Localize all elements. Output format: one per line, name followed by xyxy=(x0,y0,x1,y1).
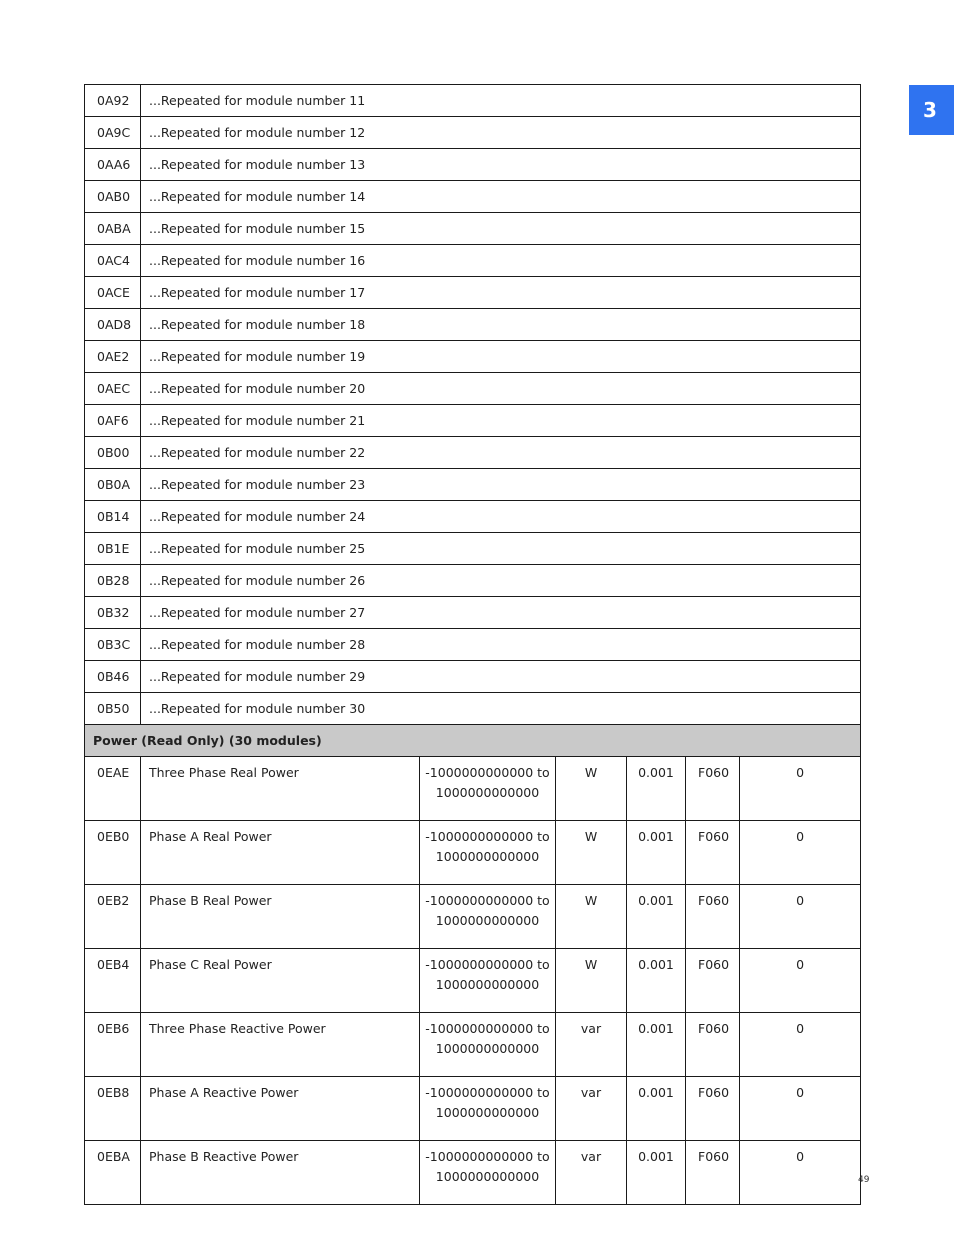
table-row xyxy=(85,85,861,117)
register-format: F060 xyxy=(686,757,740,821)
range-to: 1000000000000 xyxy=(435,849,540,864)
register-address: 0ABA xyxy=(85,213,141,245)
register-range xyxy=(420,821,556,885)
register-units: W xyxy=(556,757,627,821)
table-row xyxy=(85,1141,861,1205)
register-step: 0.001 xyxy=(627,757,686,821)
register-address: 0B46 xyxy=(85,661,141,693)
register-address: 0B3C xyxy=(85,629,141,661)
register-description: ...Repeated for module number 26 xyxy=(141,565,861,597)
register-step: 0.001 xyxy=(627,1141,686,1205)
register-description: Phase A Reactive Power xyxy=(141,1077,420,1141)
register-description: Phase A Real Power xyxy=(141,821,420,885)
register-address: 0AB0 xyxy=(85,181,141,213)
register-address: 0B1E xyxy=(85,533,141,565)
register-address: 0EB0 xyxy=(85,821,141,885)
range-to: 1000000000000 xyxy=(435,977,540,992)
register-range xyxy=(420,885,556,949)
register-description: ...Repeated for module number 19 xyxy=(141,341,861,373)
register-description: ...Repeated for module number 25 xyxy=(141,533,861,565)
table-row xyxy=(85,245,861,277)
register-default: 0 xyxy=(740,757,861,821)
chapter-tab: 3 xyxy=(909,85,954,135)
register-description: ...Repeated for module number 29 xyxy=(141,661,861,693)
table-row xyxy=(85,373,861,405)
register-range xyxy=(420,1141,556,1205)
register-description: ...Repeated for module number 24 xyxy=(141,501,861,533)
register-range xyxy=(420,1013,556,1077)
register-description: ...Repeated for module number 13 xyxy=(141,149,861,181)
register-address: 0B14 xyxy=(85,501,141,533)
register-units: W xyxy=(556,821,627,885)
range-to: 1000000000000 xyxy=(435,913,540,928)
register-description: ...Repeated for module number 11 xyxy=(141,85,861,117)
register-address: 0EB2 xyxy=(85,885,141,949)
register-step: 0.001 xyxy=(627,949,686,1013)
register-address: 0EBA xyxy=(85,1141,141,1205)
register-description: ...Repeated for module number 20 xyxy=(141,373,861,405)
register-default: 0 xyxy=(740,949,861,1013)
table-row xyxy=(85,949,861,1013)
register-address: 0B0A xyxy=(85,469,141,501)
register-default: 0 xyxy=(740,1013,861,1077)
range-to: 1000000000000 xyxy=(435,785,540,800)
register-description: ...Repeated for module number 15 xyxy=(141,213,861,245)
register-address: 0EB8 xyxy=(85,1077,141,1141)
register-range xyxy=(420,757,556,821)
range-to: 1000000000000 xyxy=(435,1041,540,1056)
register-address: 0AF6 xyxy=(85,405,141,437)
register-description: Phase B Real Power xyxy=(141,885,420,949)
register-description: ...Repeated for module number 22 xyxy=(141,437,861,469)
range-from: -1000000000000 to xyxy=(425,1085,550,1100)
range-from: -1000000000000 to xyxy=(425,957,550,972)
range-from: -1000000000000 to xyxy=(425,893,550,908)
table-row xyxy=(85,149,861,181)
table-row xyxy=(85,437,861,469)
register-format: F060 xyxy=(686,821,740,885)
register-step: 0.001 xyxy=(627,1013,686,1077)
register-address: 0AEC xyxy=(85,373,141,405)
register-address: 0AD8 xyxy=(85,309,141,341)
register-address: 0EB6 xyxy=(85,1013,141,1077)
register-format: F060 xyxy=(686,949,740,1013)
register-address: 0B32 xyxy=(85,597,141,629)
register-description: ...Repeated for module number 30 xyxy=(141,693,861,725)
register-description: ...Repeated for module number 21 xyxy=(141,405,861,437)
register-table xyxy=(84,84,861,1205)
register-units: var xyxy=(556,1141,627,1205)
register-default: 0 xyxy=(740,885,861,949)
register-default: 0 xyxy=(740,821,861,885)
register-description: ...Repeated for module number 28 xyxy=(141,629,861,661)
register-step: 0.001 xyxy=(627,1077,686,1141)
register-units: W xyxy=(556,949,627,1013)
range-from: -1000000000000 to xyxy=(425,765,550,780)
register-format: F060 xyxy=(686,885,740,949)
table-row xyxy=(85,213,861,245)
table-row xyxy=(85,117,861,149)
register-description: ...Repeated for module number 16 xyxy=(141,245,861,277)
table-row xyxy=(85,1013,861,1077)
table-row xyxy=(85,533,861,565)
table-row xyxy=(85,757,861,821)
register-default: 0 xyxy=(740,1077,861,1141)
register-description: Phase C Real Power xyxy=(141,949,420,1013)
range-from: -1000000000000 to xyxy=(425,829,550,844)
register-address: 0ACE xyxy=(85,277,141,309)
register-description: Three Phase Real Power xyxy=(141,757,420,821)
table-row xyxy=(85,661,861,693)
register-address: 0B28 xyxy=(85,565,141,597)
register-address: 0A92 xyxy=(85,85,141,117)
range-to: 1000000000000 xyxy=(435,1169,540,1184)
register-units: var xyxy=(556,1013,627,1077)
table-row xyxy=(85,181,861,213)
table-row xyxy=(85,277,861,309)
register-step: 0.001 xyxy=(627,885,686,949)
section-header: Power (Read Only) (30 modules) xyxy=(85,725,861,757)
section-header-row xyxy=(85,725,861,757)
register-step: 0.001 xyxy=(627,821,686,885)
range-from: -1000000000000 to xyxy=(425,1021,550,1036)
register-address: 0B00 xyxy=(85,437,141,469)
register-description: Three Phase Reactive Power xyxy=(141,1013,420,1077)
table-row xyxy=(85,629,861,661)
register-description: ...Repeated for module number 18 xyxy=(141,309,861,341)
register-format: F060 xyxy=(686,1141,740,1205)
table-row xyxy=(85,885,861,949)
table-row xyxy=(85,693,861,725)
register-units: var xyxy=(556,1077,627,1141)
register-range xyxy=(420,949,556,1013)
register-format: F060 xyxy=(686,1077,740,1141)
table-row xyxy=(85,501,861,533)
register-units: W xyxy=(556,885,627,949)
table-row xyxy=(85,469,861,501)
table-row xyxy=(85,341,861,373)
register-description: ...Repeated for module number 14 xyxy=(141,181,861,213)
range-from: -1000000000000 to xyxy=(425,1149,550,1164)
register-default: 0 xyxy=(740,1141,861,1205)
register-description: ...Repeated for module number 27 xyxy=(141,597,861,629)
register-address: 0B50 xyxy=(85,693,141,725)
register-description: ...Repeated for module number 23 xyxy=(141,469,861,501)
register-address: 0AE2 xyxy=(85,341,141,373)
register-description: ...Repeated for module number 12 xyxy=(141,117,861,149)
table-row xyxy=(85,405,861,437)
table-row xyxy=(85,1077,861,1141)
register-range xyxy=(420,1077,556,1141)
table-row xyxy=(85,597,861,629)
register-address: 0A9C xyxy=(85,117,141,149)
register-description: ...Repeated for module number 17 xyxy=(141,277,861,309)
register-address: 0EB4 xyxy=(85,949,141,1013)
register-address: 0AC4 xyxy=(85,245,141,277)
page-number: 49 xyxy=(858,1175,870,1185)
range-to: 1000000000000 xyxy=(435,1105,540,1120)
register-address: 0EAE xyxy=(85,757,141,821)
table-row xyxy=(85,309,861,341)
table-row xyxy=(85,821,861,885)
register-address: 0AA6 xyxy=(85,149,141,181)
register-description: Phase B Reactive Power xyxy=(141,1141,420,1205)
table-row xyxy=(85,565,861,597)
register-format: F060 xyxy=(686,1013,740,1077)
